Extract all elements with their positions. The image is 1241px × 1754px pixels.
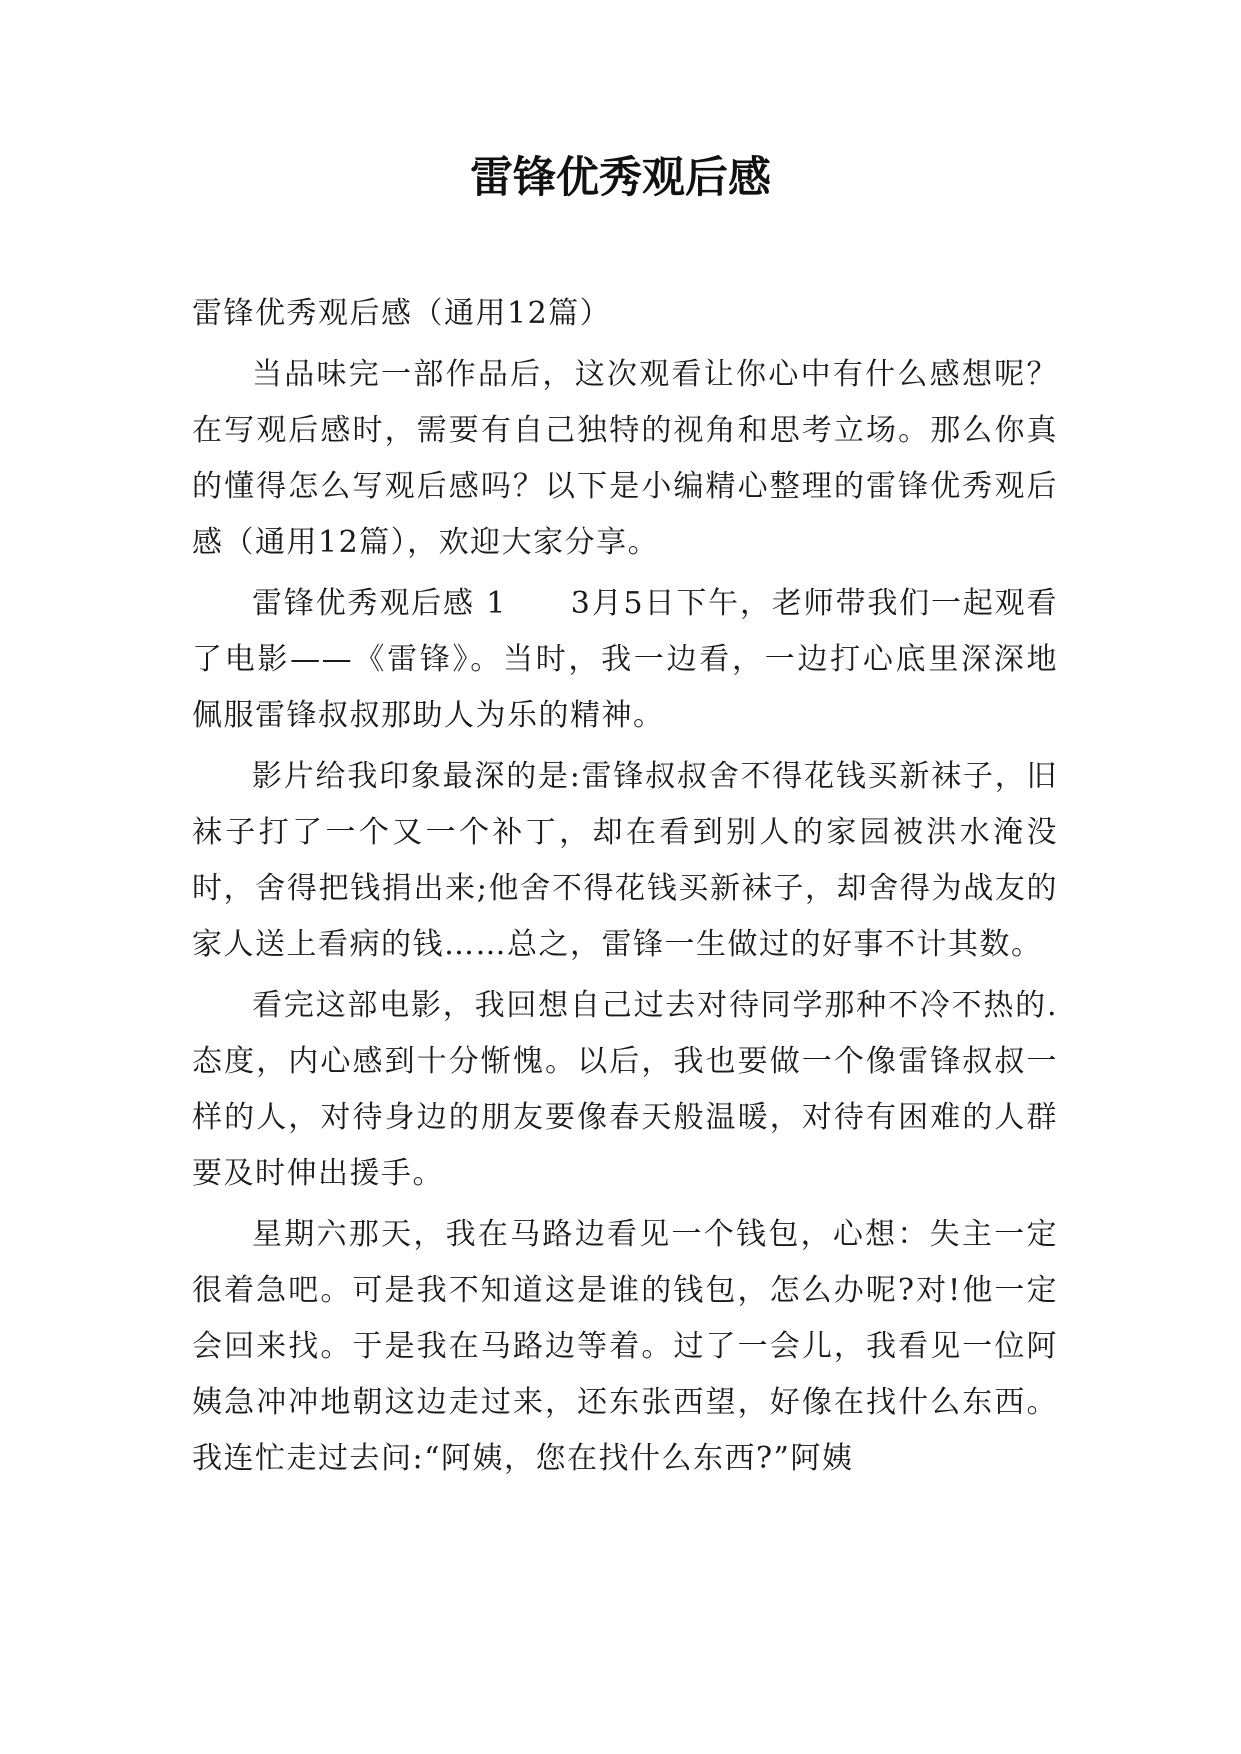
paragraph-wallet-story: 星期六那天，我在马路边看见一个钱包，心想：失主一定很着急吧。可是我不知道这是谁的钱包，怎么办呢?对!他一定会回来找。于是我在马路边等着。过了一会儿，我看见一位阿姨急冲冲地朝这边走过来，还东张西望，好像在找什么东西。我连忙走过去问:“阿姨，您在找什么东西?”阿姨 <box>192 1217 1058 1476</box>
paragraph-reflection: 看完这部电影，我回想自己过去对待同学那种不冷不热的.态度，内心感到十分惭愧。以后，我也要做一个像雷锋叔叔一样的人，对待身边的朋友要像春天般温暖，对待有困难的人群要及时伸出援手。 <box>192 988 1058 1191</box>
document-body <box>192 286 1058 1487</box>
paragraph-film-impression: 影片给我印象最深的是:雷锋叔叔舍不得花钱买新袜子，旧袜子打了一个又一个补丁，却在看到别人的家园被洪水淹没时，舍得把钱捐出来;他舍不得花钱买新袜子，却舍得为战友的家人送上看病的钱……总之，雷锋一生做过的好事不计其数。 <box>192 759 1058 962</box>
paragraph-intro: 当品味完一部作品后，这次观看让你心中有什么感想呢？在写观后感时，需要有自己独特的视角和思考立场。那么你真的懂得怎么写观后感吗？以下是小编精心整理的雷锋优秀观后感（通用12篇），欢迎大家分享。 <box>192 357 1058 560</box>
document-subtitle: 雷锋优秀观后感（通用12篇） <box>192 296 612 331</box>
paragraph-essay-1-opening: 雷锋优秀观后感 1 3月5日下午，老师带我们一起观看了电影——《雷锋》。当时，我一边看，一边打心底里深深地佩服雷锋叔叔那助人为乐的精神。 <box>192 586 1058 733</box>
document-title: 雷锋优秀观后感 <box>470 153 771 203</box>
